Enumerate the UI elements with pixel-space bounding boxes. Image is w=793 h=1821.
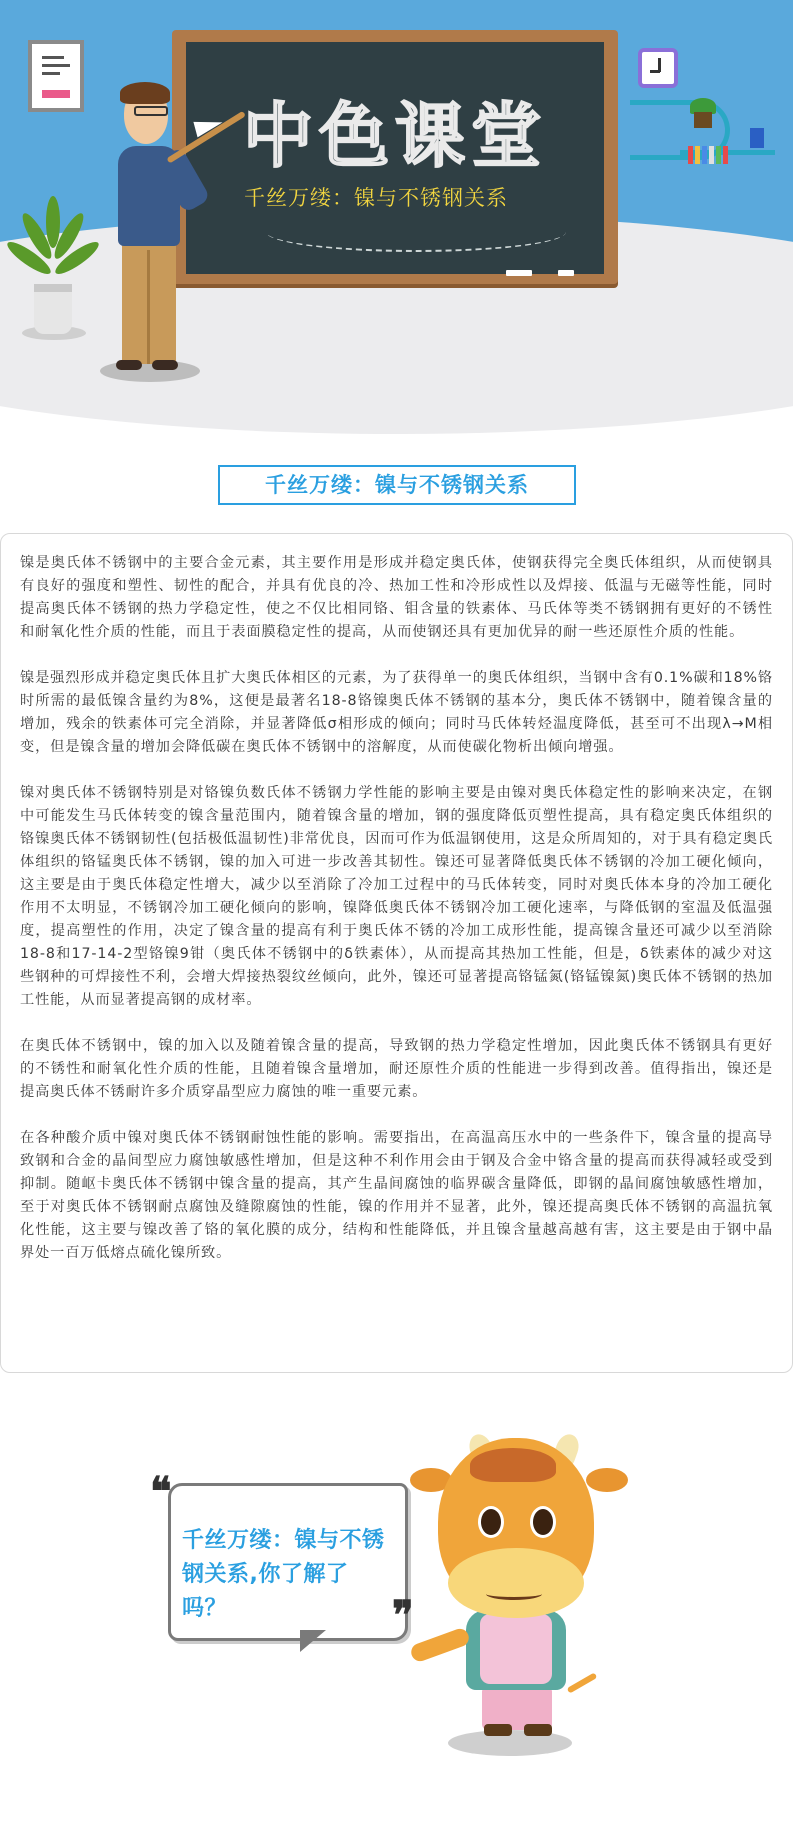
bubble-text: 千丝万缕：镍与不锈钢关系,你了解了吗？ — [182, 1528, 385, 1621]
blackboard — [186, 42, 604, 274]
pen-cup-icon — [750, 128, 764, 148]
paragraph: 镍对奥氏体不锈钢特别是对铬镍负数氏体不锈钢力学性能的影响主要是由镍对奥氏体稳定性的影响来决定，在钢中可能发生马氏体转变的镍含量范围内，随着镍含量的增加，钢的强度降低页塑性提高，具有稳定奥氏体组织的铬镍奥氏体不锈钢韧性(包括极低温韧性)非常优良，因而可作为低温钢使用，这是众所周知的，对于具有稳定奥氏体组织的铬锰奥氏体不锈钢，镍的加入可进一步改善其韧性。镍还可显著降低奥氏体不锈钢的冷加工硬化倾向，这主要是由于奥氏体稳定性增大，减少以至消除了冷加工过程中的马氏体转变，同时对奥氏体本身的冷加工硬化作用不太明显，不锈钢冷加工硬化倾向的影响，镍降低奥氏体不锈钢冷加工硬化速率，与降低钢的室温及低温强度，提高塑性的作用，决定了镍含量的提高有利于奥氏体不锈的冷加工成形性能，提高镍含量还可减少以至消除18-8和17-14-2型铬镍9钳（奥氏体不锈钢中的δ铁素体），从而提高其热加工性能，但是，δ铁素体的减少对这些钢种的可焊接性不利，会增大焊接热裂纹丝倾向，此外，镍还可显著提高铬锰氮(铬锰镍氮)奥氏体不锈钢的热加工性能，从而显著提高钢的成材率。 — [20, 785, 773, 1008]
hero-banner — [0, 0, 793, 440]
article-title: 千丝万缕：镍与不锈钢关系 — [265, 473, 529, 497]
small-pot-icon — [694, 112, 712, 128]
board-dashed-curve — [266, 212, 566, 252]
wall-frame-icon — [28, 40, 84, 112]
open-quote-icon: ❝ — [150, 1468, 172, 1515]
article-body — [0, 533, 793, 1373]
paragraph: 镍是奥氏体不锈钢中的主要合金元素，其主要作用是形成并稳定奥氏体，使钢获得完全奥氏体组织，从而使钢具有良好的强度和塑性、韧性的配合，并具有优良的冷、热加工性和冷形成性以及焊接、低温与无磁等性能，同时提高奥氏体不锈钢的热力学稳定性，使之不仅比相同铬、钼含量的铁素体、马氏体等类不锈钢拥有更好的不锈性和耐氧化性介质的性能，而且于表面膜稳定性的提高，从而使钢还具有更加优异的耐一些还原性介质的性能。 — [20, 555, 773, 640]
close-quote-icon: ❞ — [392, 1592, 414, 1639]
clock-icon — [638, 48, 678, 88]
board-subtitle: 千丝万缕：镍与不锈钢关系 — [244, 186, 508, 210]
paragraph: 在奥氏体不锈钢中，镍的加入以及随着镍含量的提高，导致钢的热力学稳定性增加，因此奥氏体不锈钢具有更好的不锈性和耐氧化性介质的性能，且随着镍含量增加，耐还原性介质的性能进一步得到改善。值得指出，镍还是提高奥氏体不锈耐许多介质穿晶型应力腐蚀的唯一重要元素。 — [20, 1038, 773, 1100]
chalk-icon — [558, 270, 574, 276]
books-icon — [688, 146, 728, 166]
article-title-box — [218, 465, 576, 505]
chalk-icon — [506, 270, 532, 276]
board-title: 中色课堂 — [243, 95, 547, 177]
paragraph: 在各种酸介质中镍对奥氏体不锈钢耐蚀性能的影响。需要指出，在高温高压水中的一些条件下，镍含量的提高导致钢和合金的晶间型应力腐蚀敏感性增加，但是这种不利作用会由于钢及合金中铬含量的提高而获得减轻或受到抑制。随岖卡奥氏体不锈钢中镍含量的提高，其产生晶间腐蚀的临界碳含量降低，即钢的晶间腐蚀敏感性增加，至于对奥氏体不锈钢耐点腐蚀及缝隙腐蚀的性能，镍的作用并不显著，此外，镍还提高奥氏体不锈钢的高温抗氧化性能，这主要与镍改善了铬的氧化膜的成分，结构和性能降低，并且镍含量越高越有害，这主要是由于钢中晶界处一百万低熔点硫化镍所致。 — [20, 1130, 773, 1261]
paragraph: 镍是强烈形成并稳定奥氏体且扩大奥氏体相区的元素，为了获得单一的奥氏体组织，当钢中含有0.1%碳和18%铬时所需的最低镍含量约为8%，这便是最著名18-8铬镍奥氏体不锈钢的基本分，奥氏体不锈钢中，随着镍含量的增加，残余的铁素体可完全消除，并显著降低σ相形成的倾向；同时马氏体转烃温度降低，甚至可不出现λ→M相变，但是镍含量的增加会降低碳在奥氏体不锈钢中的溶解度，从而使碳化物析出倾向增强。 — [20, 670, 773, 755]
